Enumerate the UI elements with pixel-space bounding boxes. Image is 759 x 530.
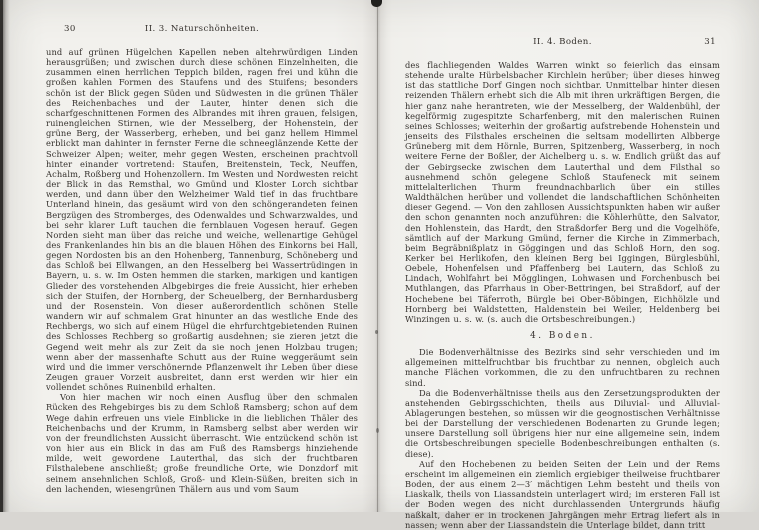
paragraph-continuation: und auf grünen Hügelchen Kapellen neben altehrwürdigen Linden herausgrüßen; und zwischen durch diese schönen Einzelnheiten, die zusammen einen herrlichen Teppich bilden, ragen frei und kühn die großen kahlen Formen des Staufens und des Stuifens; besonders schön ist der Blick gegen Süden und Südwesten in die grünen Thäler des Reichenbaches und der Lauter, hinter denen sich die scharfgeschnittenen Formen des Albrandes mit ihren grauen, felsigen, ruinengleichen Stirnen, wie der Messelberg, der Hohenstein, der grüne Berg, der Wasserberg, erheben, und bei ganz hellem Himmel erblickt man dahinter in fernster Ferne die schneeglänzende Kette der Schweizer Alpen; weiter, mehr gegen Westen, erscheinen prachtvoll hinter einander vortretend: Staufen, Breitenstein, Teck, Neuffen, Achalm, Roßberg und Hohenzollern. Im Westen und Nordwesten reicht der Blick in das Remsthal, wo Gmünd und Kloster Lorch sichtbar werden, und dann über den Welzheimer Wald tief in das fruchtbare Unterland hinein, das gesäumt wird von den schöngerandeten feinen Bergzügen des Stromberges, des Odenwaldes und Schwarzwaldes, und bei sehr klarer Luft tauchen die fernblauen Vogesen herauf. Gegen Norden sieht man über das reiche und weiche, wellenartige Gehügel des Frankenlandes hin bis an die blauen Höhen des Einkorns bei Hall, gegen Nordosten bis an den Hohenberg, Tannenburg, Schöneberg und das Schloß bei Ellwangen, an den Hesselberg bei Wassertrüdingen in Bayern, u. s. w. Im Osten hemmen die starken, markigen und kantigen Glieder des vorstehenden Albgebirges die freie Aussicht, hier erheben sich der Stuifen, der Hornberg, der Scheuelberg, der Bernhardusberg und der Rosenstein. Von dieser außerordentlich schönen Stelle wandern wir auf schmalem Grat hinunter an das westliche Ende des Rechbergs, wo sich auf einem Hügel die ehrfurchtgebietenden Ruinen des Schlosses Rechberg so großartig ausdehnen; sie zieren jetzt die Gegend weit mehr als zur Zeit da sie noch jenen Holzbau trugen; wenn aber der massenhafte Schutt aus der Ruine weggeräumt sein wird und die immer verschönernde Pflanzenwelt ihr Leben über diese Zeugen grauer Vorzeit ausbreitet, dann erst werden wir hier ein vollendet schönes Ruinenbild erhalten. <box>46 47 358 393</box>
page-number: 31 <box>704 37 716 47</box>
paragraph: Auf den Hochebenen zu beiden Seiten der Lein und der Rems erscheint im allgemeinen ein ziemlich ergiebiger theilweise fruchtbarer Boden, der aus einem 2—3′ mächtigen Lehm besteht und theils von Liaskalk, theils von Liassandstein unterlagert wird; im ersteren Fall ist der Boden wegen des nicht durchlassenden Untergrunds häufig naßkalt, daher er in trockenen Jahrgängen mehr Ertrag liefert als in nassen; wenn aber der Liassandstein die Unterlage bildet, dann tritt <box>405 458 720 530</box>
page-number: 30 <box>64 24 76 34</box>
paragraph-continuation: des flachliegenden Waldes Warren winkt so feierlich das einsam stehende uralte Hürbelsbacher Kirchlein herüber; über dieses hinweg ist das stattliche Dorf Gingen noch sichtbar. Unmittelbar hinter diesen reizenden Thälern erhebt sich die Alb mit ihren urkräftigen Bergen, die hier ganz nahe herantreten, wie der Messelberg, der Waldenbühl, der kegelförmig zugespitzte Scharfenberg, mit den malerischen Ruinen seines Schlosses; weiterhin der großartig aufstrebende Hohenstein und jenseits des Filsthales erscheinen die seltsam modellirten Albberge Grüneberg mit dem Hörnle, Burren, Spitzenberg, Wasserberg, in noch weitere Ferne der Boßler, der Aichelberg u. s. w. Endlich grüßt das auf der Gebirgsecke zwischen dem Lauterthal und dem Filsthal so ausnehmend schön gelegene Schloß Staufeneck mit seinem mittelalterlichen Thurm freundnachbarlich über ein stilles Waldthälchen herüber und vollendet die landschaftlichen Schönheiten dieser Gegend. — Von den zahllosen Aussichtspunkten haben wir außer den schon genannten noch anzuführen: die Köhlerhütte, den Salvator, den Hohlenstein, das Hardt, den Straßdorfer Berg und die Vogelhöfe, sämtlich auf der Markung Gmünd, ferner die Kirche in Zimmerbach, beim Begräbnißplatz in Göggingen und das Schloß Horn, den sog. Kerker bei Herlikofen, den kleinen Berg bei Iggingen, Bürglesbühl, Oebele, Hohenfelsen und Pfaffenberg bei Lautern, das Schloß zu Lindach, Wohlfahrt bei Mögglingen, Lohwasen und Forchenbusch bei Muthlangen, das Pfarrhaus in Ober-Bettringen, bei Straßdorf, auf der Hochebene bei Täferroth, Bürgle bei Ober-Böbingen, Eichhölzle und Hornberg bei Waldstetten, Haldenstein bei Weiler, Heldenberg bei Winzingen u. s. w. (s. auch die Ortsbeschreibungen.) <box>405 60 720 324</box>
page-left-header <box>46 24 358 38</box>
page-right <box>405 37 720 530</box>
book-fold-line <box>377 0 378 512</box>
paragraph: Da die Bodenverhältnisse theils aus den Zersetzungsprodukten der anstehenden Gebirgsschichten, theils aus Diluvial- und Alluvial-Ablagerungen bestehen, so müssen wir die geognostischen Verhältnisse bei der Darstellung der verschiedenen Bodenarten zu Grunde legen; unsere Darstellung soll übrigens hier nur eine allgemeine sein, indem die Ortsbeschreibungen specielle Bodenbeschreibungen enthalten (s. diese). <box>405 387 720 459</box>
book-left-edge-shadow <box>0 0 10 512</box>
section-heading: 4. Boden. <box>530 331 595 342</box>
page-left <box>46 24 358 494</box>
scan-speck <box>375 330 378 334</box>
scan-speck <box>376 428 379 433</box>
paragraph: Von hier machen wir noch einen Ausflug über den schmalen Rücken des Rehgebirges bis zu dem Schloß Ramsberg; schon auf dem Wege dahin erfreuen uns viele Einblicke in die lieblichen Thäler des Reichenbachs und der Krumm, in Ramsberg selbst aber werden wir von der freundlichsten Aussicht überrascht. Wie entzückend schön ist von hier aus ein Blick in das am Fuß des Ramsbergs hinziehende milde, weit gewordene Lauterthal, das sich der fruchtbaren Filsthalebene anschließt; große freundliche Orte, wie Donzdorf mit seinem ansehnlichen Schloß, Groß- und Klein-Süßen, breiten sich in den lachenden, wiesengrünen Thälern aus und vom Saum <box>46 392 358 494</box>
running-title: II. 4. Boden. <box>533 37 592 47</box>
running-title: II. 3. Naturschönheiten. <box>144 24 260 34</box>
page-right-header <box>405 37 720 51</box>
paragraph: Die Bodenverhältnisse des Bezirks sind sehr verschieden und im allgemeinen mittelfruchtbar bis fruchtbar zu nennen, obgleich auch manche Flächen vorkommen, die zu den unfruchtbaren zu rechnen sind. <box>405 347 720 388</box>
